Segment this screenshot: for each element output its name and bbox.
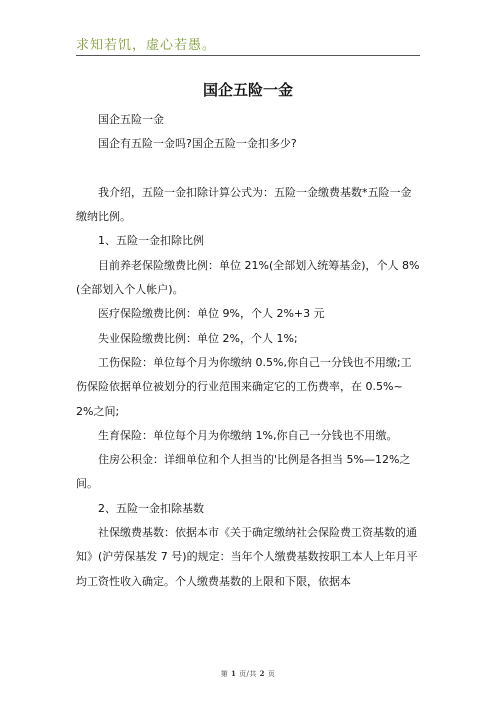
- paragraph-subtitle: 国企五险一金: [98, 113, 164, 126]
- section-heading-base: 2、五险一金扣除基数: [98, 501, 204, 515]
- footer-page-number: 1: [230, 669, 237, 678]
- paragraph-housing-fund: 住房公积金：详细单位和个人担当的'比例是各担当 5%—12%之间。: [76, 453, 411, 491]
- document-title: 国企五险一金: [202, 81, 293, 99]
- paragraph-pension: 目前养老保险缴费比例：单位 21%(全部划入统筹基金)，个人 8%(全部划入个人帐户)。: [76, 258, 420, 297]
- footer-suffix: 页: [267, 670, 276, 678]
- document-body: [76, 108, 420, 594]
- footer-middle: 页/共: [239, 670, 257, 678]
- page-footer: [0, 669, 496, 679]
- header-motto: 求知若饥，虚心若愚。: [76, 38, 217, 53]
- footer-total-pages: 2: [259, 669, 266, 678]
- paragraph-injury: 工伤保险：单位每个月为你缴纳 0.5%,你自己一分钱也不用缴;工伤保险依据单位被划分的行业范围来确定它的工伤费率，在 0.5%~2%之间;: [76, 355, 412, 418]
- paragraph-unemployment: 失业保险缴费比例：单位 2%，个人 1%;: [98, 331, 298, 345]
- section-heading-ratio: 1、五险一金扣除比例: [98, 234, 204, 248]
- footer-prefix: 第: [220, 670, 229, 678]
- paragraph-formula: 我介绍，五险一金扣除计算公式为：五险一金缴费基数*五险一金缴纳比例。: [76, 185, 412, 224]
- paragraph-medical: 医疗保险缴费比例：单位 9%，个人 2%+3 元: [98, 307, 325, 321]
- paragraph-question: 国企有五险一金吗?国企五险一金扣多少?: [98, 137, 297, 151]
- paragraph-maternity: 生育保险：单位每个月为你缴纳 1%,你自己一分钱也不用缴。: [98, 428, 398, 442]
- paragraph-base: 社保缴费基数：依据本市《关于确定缴纳社会保险费工资基数的通知》(沪劳保基发 7 号)的规定：当年个人缴费基数按职工本人上年月平均工资性收入确定。个人缴费基数的上限和下限，依据本: [76, 526, 418, 588]
- blank-line: [76, 157, 420, 181]
- header-divider: [76, 55, 420, 56]
